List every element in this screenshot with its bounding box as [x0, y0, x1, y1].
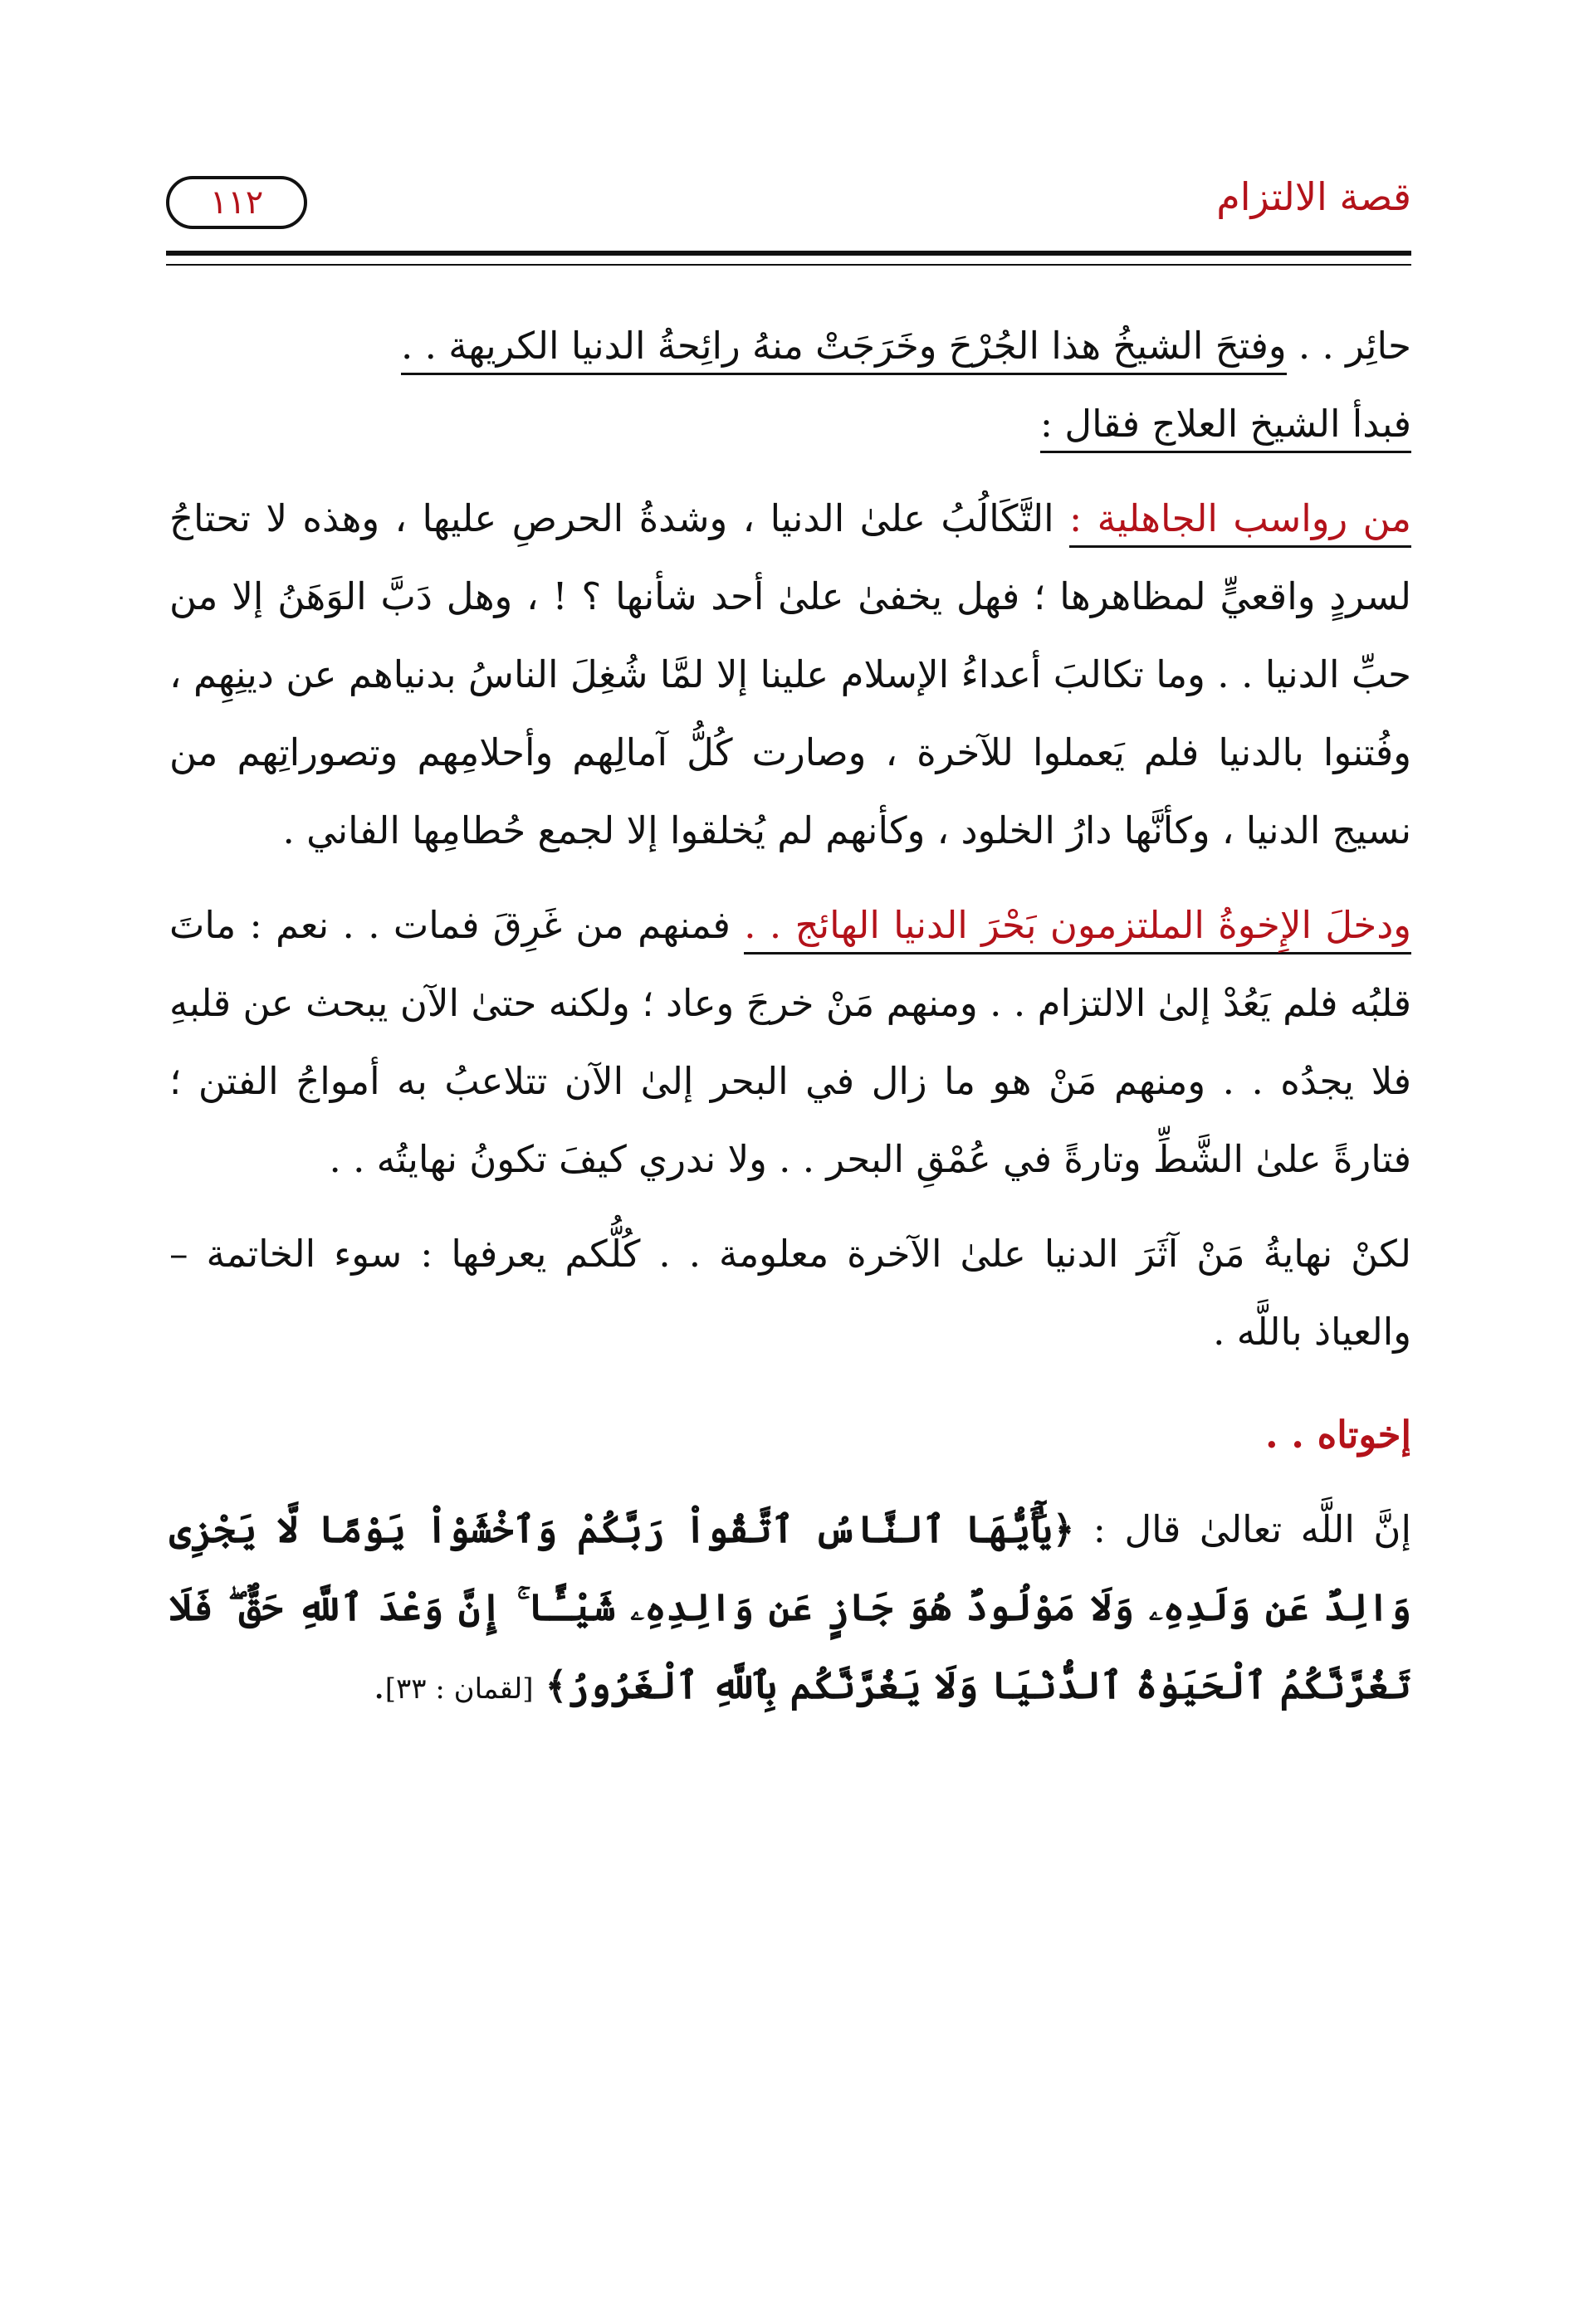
page-header	[166, 158, 1411, 241]
paragraph-3-text: فمنهم من غَرِقَ فمات . . نعم : ماتَ قلبُه فلم يَعُدْ إلىٰ الالتزام . . ومنهم مَنْ خرجَ وعاد ؛ ولكنه حتىٰ الآن يبحث عن قلبهِ فلا يجدُه . . ومنهم مَنْ هو ما زال في البحر إلىٰ الآن تتلاعبُ به أمواجُ الفتن ؛ فتارةً علىٰ الشَّطِّ وتارةً في عُمْقِ البحر . . ولا ندري كيفَ تكونُ نهايتُه . .	[169, 903, 1411, 1181]
underlined-sentence-1: وفتحَ الشيخُ هذا الجُرْحَ وخَرَجَتْ منهُ رائِحةُ الدنيا الكريهة . .	[401, 324, 1287, 375]
paragraph-5	[169, 1491, 1411, 1728]
page-number: ١١٢	[209, 183, 264, 222]
paragraph-4	[169, 1215, 1411, 1371]
quran-reference: [لقمان : ٣٣]	[384, 1672, 534, 1706]
quran-intro: إنَّ اللَّه تعالىٰ قال :	[1093, 1507, 1411, 1551]
paragraph-1-prefix: حائِر . .	[1298, 324, 1411, 368]
paragraph-1-line-2	[169, 385, 1411, 463]
section-heading: إخوتاه . .	[1264, 1413, 1411, 1457]
book-title: قصة الالتزام	[1216, 174, 1411, 219]
paragraph-4-text: لكنْ نهايةُ مَنْ آثَرَ الدنيا علىٰ الآخرة معلومة . . كُلُّكم يعرفها : سوء الخاتمة – والعياذ باللَّه .	[169, 1232, 1411, 1354]
quran-verse: ﴿يَٰٓأَيُّهَا ٱلنَّاسُ ٱتَّقُواْ رَبَّكُمْ وَٱخْشَوْاْ يَوْمًا لَّا يَجْزِى وَالِدٌ عَن وَلَدِهِۦ وَلَا مَوْلُودٌ هُوَ جَازٍ عَن وَالِدِهِۦ شَيْـًٔا ۚ إِنَّ وَعْدَ ٱللَّهِ حَقٌّ ۖ فَلَا تَغُرَّنَّكُمُ ٱلْحَيَوٰةُ ٱلدُّنْيَا وَلَا يَغُرَّنَّكُم بِٱللَّهِ ٱلْغَرُورُ﴾	[169, 1507, 1411, 1707]
section-label-brothers: ودخلَ الإِخوةُ الملتزمون بَحْرَ الدنيا الهائج . .	[744, 903, 1411, 954]
header-rule-thick	[166, 251, 1411, 256]
header-rule-thin	[166, 264, 1411, 266]
paragraph-5-end: .	[373, 1663, 385, 1707]
page-number-badge	[166, 176, 307, 229]
paragraph-1	[169, 307, 1411, 385]
paragraph-3	[169, 886, 1411, 1199]
section-label-jahiliyya: من رواسب الجاهلية :	[1069, 496, 1411, 548]
underlined-sentence-2: فبدأ الشيخ العلاج فقال :	[1040, 402, 1411, 453]
paragraph-2-text: التَّكَالُبُ علىٰ الدنيا ، وشدةُ الحرصِ عليها ، وهذه لا تحتاجُ لسردٍ واقعيٍّ لمظاهرها ؛ فهل يخفىٰ علىٰ أحد شأنها ؟ ! ، وهل دَبَّ الوَهَنُ إلا من حبِّ الدنيا . . وما تكالبَ أعداءُ الإسلام علينا إلا لمَّا شُغِلَ الناسُ بدنياهم عن دينِهِم ، وفُتنوا بالدنيا فلم يَعملوا للآخرة ، وصارت كُلُّ آمالِهم وأحلامِهم وتصوراتِهم من نسيج الدنيا ، وكأنَّها دارُ الخلود ، وكأنهم لم يُخلقوا إلا لجمع حُطامِها الفاني .	[169, 496, 1411, 852]
text-column	[169, 307, 1411, 1728]
paragraph-2	[169, 480, 1411, 870]
